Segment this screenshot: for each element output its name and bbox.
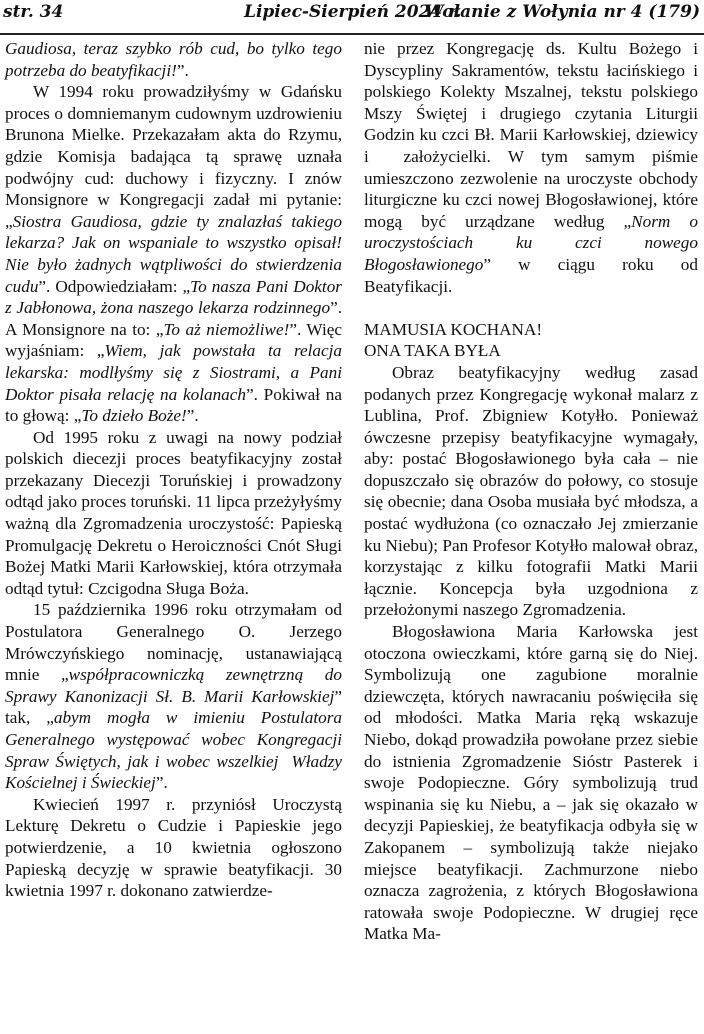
paragraph: Błogosławiona Maria Karłowska jest otoczona owieczkami, które garną się do Niej. Symbolizują one zagubione moralnie dziewczęta, których nawracaniu poświęciła się od młodości. Matka Maria ręką wskazuje Niebo, dokąd prowadziła powołane przez siebie do istnienia Zgromadzenie Sióstr Pasterek i swoje Podopieczne. Góry symbolizują trud wspinania się ku Niebu, a – jak się okazało w decyzji Papieskiej, że beatyfikacja odbyła się w Zakopanem – symbolizują także niejako miejsce beatyfikacji. Zachmurzone niebo oznacza zagrożenia, z których Błogosławiona ratowała swoje Podopieczne. W drugiej ręce Matka Ma-: [364, 622, 698, 944]
publication-title: Wołanie z Wołynia nr 4 (179): [424, 2, 700, 22]
paragraph: 15 października 1996 roku otrzymałam od Postulatora Generalnego O. Jerzego Mrówczyńskiego nominację, ustanawiającą mnie „współpracowniczką zewnętrzną do Sprawy Kanonizacji Sł. B. Marii Karłowskiej” tak, „abym mogła w imieniu Postulatora Generalnego występować wobec Kongregacji Spraw Świętych, jak i wobec wszelkiej Władzy Kościelnej i Świeckiej”.: [5, 600, 342, 793]
section-heading: MAMUSIA KOCHANA! ONA TAKA BYŁA: [364, 319, 543, 361]
left-column: [5, 38, 342, 902]
paragraph: W 1994 roku prowadziłyśmy w Gdańsku proces o domniemanym cudownym uzdrowieniu Brunona Mielke. Przekazałam akta do Rzymu, gdzie Komisja badająca tą sprawę uznała podwójny cud: duchowy i fizyczny. I znów Monsignore w Kongregacji zadał mi pytanie: „Siostra Gaudiosa, gdzie ty znalazłaś takiego lekarza? Jak on wspaniale to wszystko opisał! Nie było żadnych wątpliwości do stwierdzenia cudu”. Odpowiedziałam: „To nasza Pani Doktor z Jabłonowa, żona naszego lekarza rodzinnego”. A Monsignore na to: „To aż niemożliwe!”. Więc wyjaśniam: „Wiem, jak powstała ta relacja lekarska: modlłyśmy się z Siostrami, a Pani Doktor pisała relację na kolanach”. Pokiwał na to głową: „To dzieło Boże!”.: [5, 82, 342, 426]
paragraph: Obraz beatyfikacyjny według zasad podanych przez Kongregację wykonał malarz z Lublina, Prof. Zbigniew Kotyłło. Ponieważ ówczesne przepisy beatyfikacyjne wymagały, aby: postać Błogosławionego była cała – nie dopuszczało się obrazów do połowy, co stosuje się obecnie; dana Osoba musiała być młodsza, a postać wydłużona (co oznaczało Jej zmierzanie ku Niebu); Pan Profesor Kotyłło malował obraz, korzystając z kilku fotografii Matki Marii łącznie. Koncepcja była uzgodniona z przełożonymi naszego Zgromadzenia.: [364, 362, 698, 620]
paragraph: Kwiecień 1997 r. przyniósł Uroczystą Lekturę Dekretu o Cudzie i Papieskie jego potwierdzenie, a 10 kwietnia ogłoszono Papieską decyzję w sprawie beatyfikacji. 30 kwietnia 1997 r. dokonano zatwierdze-: [5, 794, 342, 901]
page-number: str. 34: [3, 2, 64, 22]
header-rule: [0, 33, 704, 35]
paragraph: Gaudiosa, teraz szybko rób cud, bo tylko tego potrzeba do beatyfikacji!”.: [5, 39, 342, 80]
paragraph: nie przez Kongregację ds. Kultu Bożego i Dyscypliny Sakramentów, tekstu łacińskiego i polskiego Kolekty Mszalnej, tekstu polskiego Mszy Świętej i drugiego czytania Liturgii Godzin ku czci Bł. Marii Karłowskiej, dziewicy i założycielki. W tym samym piśmie umieszczono zezwolenie na uroczyste obchody liturgiczne ku czci nowej Błogosławionej, które mogą być urządzane według „Norm o uroczystościach ku czci nowego Błogosławionego” w ciągu roku od Beatyfikacji.: [364, 39, 698, 296]
right-column: [364, 38, 698, 945]
issue-date: Lipiec-Sierpień 2024 r.: [244, 2, 462, 22]
paragraph: Od 1995 roku z uwagi na nowy podział polskich diecezji proces beatyfikacyjny został przekazany Diecezji Toruńskiej i prowadzony odtąd jako proces toruński. 11 lipca przeżyłyśmy ważną dla Zgromadzenia uroczystość: Papieską Promulgację Dekretu o Heroiczności Cnót Sługi Bożej Matki Marii Karłowskiej, która otrzymała odtąd tytuł: Czcigodna Sługa Boża.: [5, 427, 342, 598]
running-header: [0, 0, 704, 30]
